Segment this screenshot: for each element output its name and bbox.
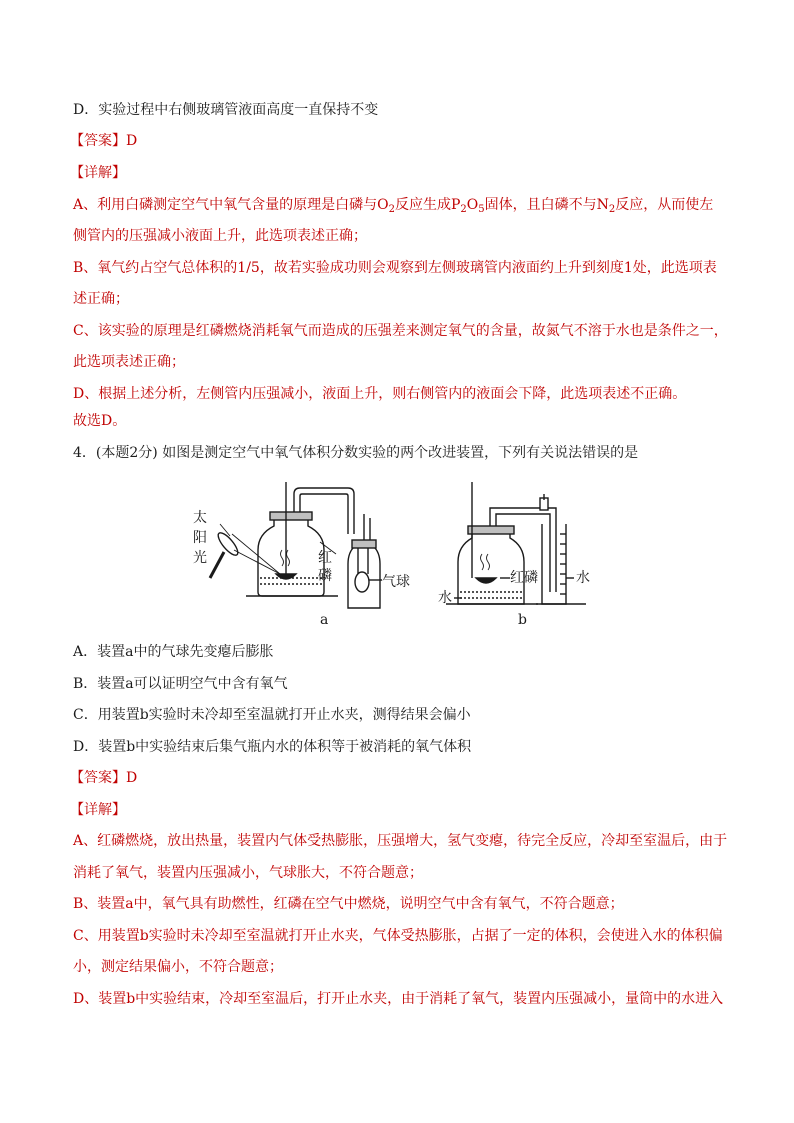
q3-explanation-d-line1: D、根据上述分析，左侧管内压强减小，液面上升，则右侧管内的液面会下降，此选项表述不正确。 <box>73 386 687 402</box>
q3-explanation-c-line2: 此选项表述正确； <box>73 354 185 370</box>
q4-explanation-d-line1: D、装置b中实验结束，冷却至室温后，打开止水夹，由于消耗了氧气，装置内压强减小，量筒中的水进入 <box>73 991 724 1007</box>
label-sun-2: 阳 <box>193 530 207 546</box>
label-red-phosphorus-b: 红磷 <box>510 570 538 586</box>
q3-detail-header: 【详解】 <box>70 165 126 181</box>
label-water-right: 水 <box>576 570 590 586</box>
q3-explanation-b-line2: 述正确； <box>73 291 129 307</box>
stopper-b <box>468 526 514 534</box>
q4-explanation-c-line2: 小，测定结果偏小，不符合题意； <box>73 959 283 975</box>
label-red-phosphorus-a-2: 磷 <box>318 568 332 584</box>
bottle-a <box>258 518 324 596</box>
q4-option-d: D．装置b中实验结束后集气瓶内水的体积等于被消耗的氧气体积 <box>73 739 472 755</box>
q4-option-a: A．装置a中的气球先变瘪后膨胀 <box>73 644 274 660</box>
q4-option-b: B．装置a可以证明空气中含有氧气 <box>73 676 288 692</box>
q4-explanation-a-line1: A、红磷燃烧，放出热量，装置内气体受热膨胀，压强增大，氢气变瘪，待完全反应，冷却至室温后，由于 <box>73 833 728 849</box>
q3-conclusion: 故选D。 <box>73 413 127 429</box>
label-apparatus-a: a <box>320 612 329 628</box>
q3-explanation-c-line1: C、该实验的原理是红磷燃烧消耗氧气而造成的压强差来测定氧气的含量，故氮气不溶于水也是条件之一， <box>73 323 728 339</box>
q4-option-c: C．用装置b实验时未冷却至室温就打开止水夹，测得结果会偏小 <box>73 707 471 723</box>
label-water-left: 水 <box>438 590 452 606</box>
q3-explanation-a-line1: A、利用白磷测定空气中氧气含量的原理是白磷与$O_2$反应生成$P_2O_5$固体，且白磷不与$N_2$反应，从而使左 <box>73 197 714 215</box>
label-balloon: 气球 <box>382 574 410 590</box>
q4-explanation-a-line2: 消耗了氧气，装置内压强减小，气球胀大，不符合题意； <box>73 865 423 881</box>
label-sun-3: 光 <box>193 550 207 566</box>
q3-answer: 【答案】D <box>70 133 138 149</box>
stopper-a <box>270 512 312 520</box>
q3-explanation-a-line2: 侧管内的压强减小液面上升，此选项表述正确； <box>73 228 367 244</box>
q4-explanation-b-line1: B、装置a中，氧气具有助燃性，红磷在空气中燃烧，说明空气中含有氧气，不符合题意； <box>73 896 624 912</box>
q4-apparatus-figure <box>190 474 610 630</box>
q3-explanation-b-line1: B、氧气约占空气总体积的1/5，故若实验成功则会观察到左侧玻璃管内液面约上升到刻度1处，此选项表 <box>73 260 717 276</box>
bottle-b <box>458 532 524 604</box>
q4-explanation-c-line1: C、用装置b实验时未冷却至室温就打开止水夹，气体受热膨胀，占据了一定的体积，会使进入水的体积偏 <box>73 928 723 944</box>
q4-answer: 【答案】D <box>70 770 138 786</box>
q3-option-d: D．实验过程中右侧玻璃管液面高度一直保持不变 <box>73 102 379 118</box>
q4-detail-header: 【详解】 <box>70 802 126 818</box>
label-sun-1: 太 <box>193 510 207 526</box>
label-red-phosphorus-a-1: 红 <box>318 550 332 566</box>
label-apparatus-b: b <box>518 612 527 628</box>
q4-stem: 4．(本题2分) 如图是测定空气中氧气体积分数实验的两个改进装置，下列有关说法错误的是 <box>73 445 639 461</box>
